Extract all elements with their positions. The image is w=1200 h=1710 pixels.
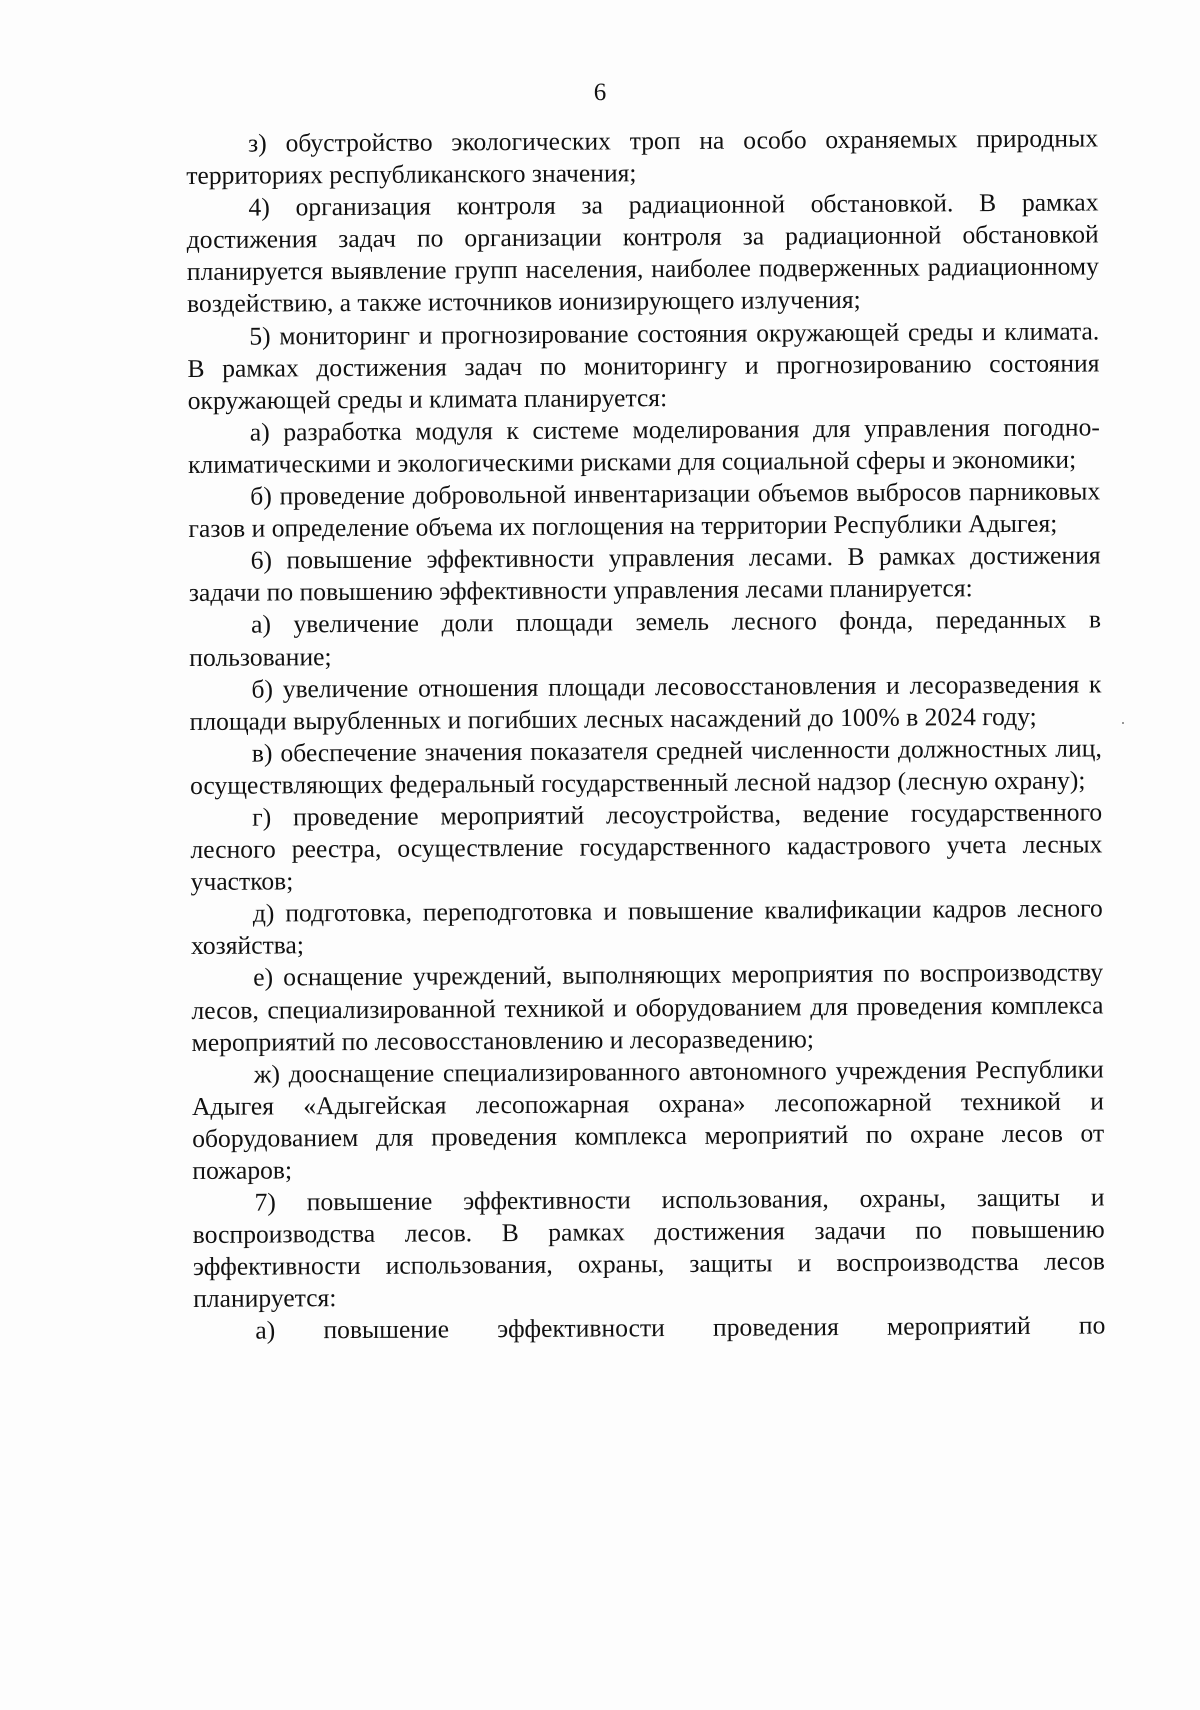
paragraph-subitem-a: а) разработка модуля к системе моделирования для управления погодно-климатическими и экологическими рисками для социальной сферы и экономики;	[187, 412, 1100, 479]
paragraph-item-5-climate-monitoring: 5) мониторинг и прогнозирование состояния окружающей среды и климата. В рамках достижения задач по мониторингу и прогнозированию состояния окружающей среды и климата планируется:	[187, 315, 1100, 415]
page-number: 6	[593, 79, 607, 106]
paragraph-item-4-radiation-control: 4) организация контроля за радиационной обстановкой. В рамках достижения задач по организации контроля за радиационной обстановкой планируется выявление групп населения, наиболее подверженных радиационному воздействию, а также источников ионизирующего излучения;	[186, 187, 1099, 319]
paragraph-subitem-v: в) обеспечение значения показателя средней численности должностных лиц, осуществляющих федеральный государственный лесной надзор (лесную охрану);	[189, 733, 1102, 800]
paragraph-item-7-forest-use: 7) повышение эффективности использования, охраны, защиты и воспроизводства лесов. В рамках достижения задачи по повышению эффективности использования, охраны, защиты и воспроизводства лесов планируется:	[192, 1182, 1106, 1314]
paragraph-item-z: з) обустройство экологических троп на особо охраняемых природных территориях республиканского значения;	[186, 123, 1099, 191]
paragraph-subitem-a-continued: а) повышение эффективности проведения мероприятий по	[255, 1310, 1106, 1346]
scan-speck	[1122, 722, 1124, 724]
paragraph-item-6-forest-management: 6) повышение эффективности управления лесами. В рамках достижения задачи по повышению эффективности управления лесами планируется:	[188, 540, 1101, 608]
paragraph-subitem-a: а) увеличение доли площади земель лесного фонда, переданных в пользование;	[189, 604, 1102, 672]
paragraph-subitem-b: б) увеличение отношения площади лесовосстановления и лесоразведения к площади вырубленных и погибших лесных насаждений до 100% в 2024 году;	[189, 669, 1102, 736]
paragraph-subitem-d: д) подготовка, переподготовка и повышение квалификации кадров лесного хозяйства;	[190, 893, 1103, 961]
paragraph-subitem-g: г) проведение мероприятий лесоустройства, ведение государственного лесного реестра, осуществление государственного кадастрового учета лесных участков;	[190, 797, 1103, 897]
paragraph-subitem-zh: ж) дооснащение специализированного автономного учреждения Республики Адыгея «Адыгейская лесопожарная охрана» лесопожарной техникой и оборудованием для проведения комплекса мероприятий по охране лесов от пожаров;	[191, 1054, 1105, 1185]
paragraph-subitem-b: б) проведение добровольной инвентаризации объемов выбросов парниковых газов и определение объема их поглощения на территории Республики Адыгея;	[188, 476, 1101, 544]
document-body	[186, 122, 1105, 1347]
paragraph-subitem-e: е) оснащение учреждений, выполняющих мероприятия по воспроизводству лесов, специализированной техникой и оборудованием для проведения комплекса мероприятий по лесовосстановлению и лесоразведению;	[191, 957, 1104, 1057]
